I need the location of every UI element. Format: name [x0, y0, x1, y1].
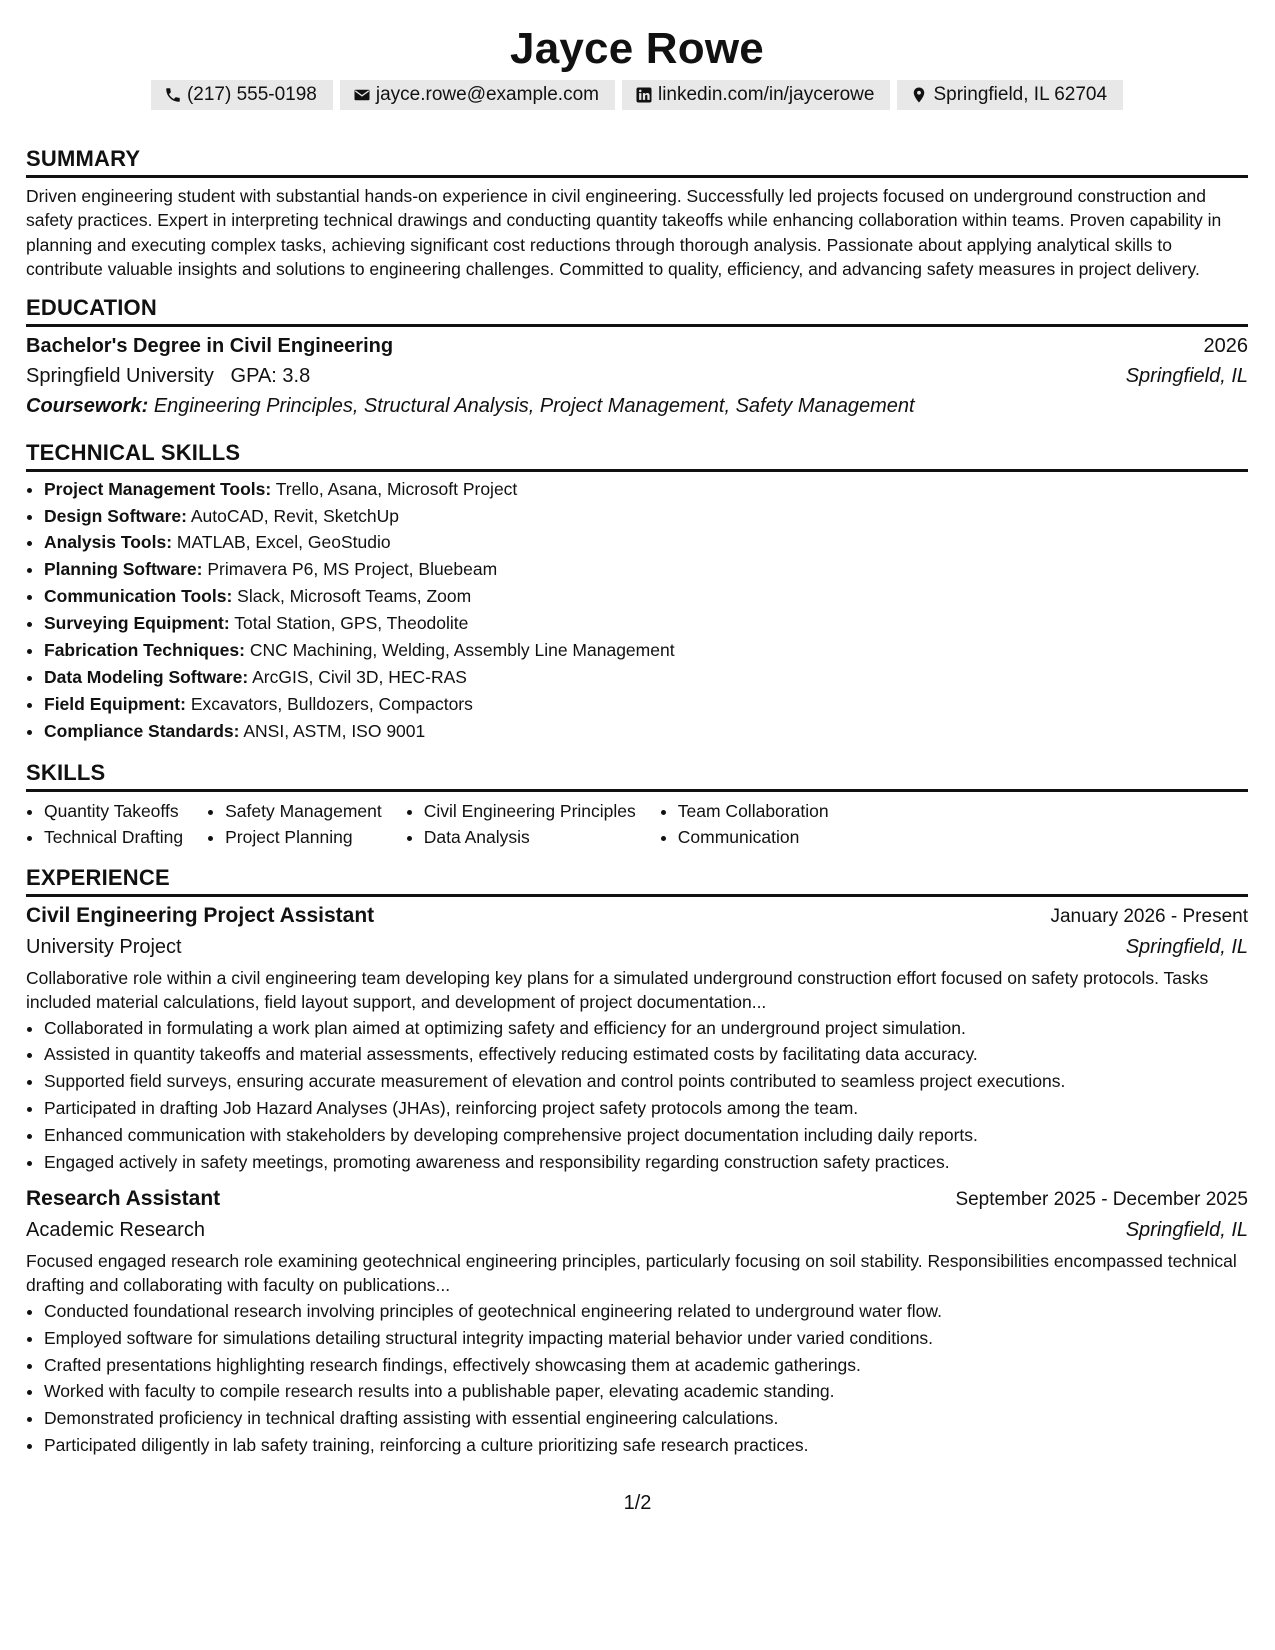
list-item: • Design Software: AutoCAD, Revit, SketchUp — [44, 503, 1248, 530]
list-item: • Compliance Standards: ANSI, ASTM, ISO 9001 — [44, 718, 1248, 745]
job-description: Collaborative role within a civil engineering team developing key plans for a simulated underground construction effort focused on safety protocols. Tasks included material calculations, field layout support, and development of project documentation... — [26, 967, 1209, 1013]
contact-email[interactable] — [340, 80, 615, 110]
list-item: • Project Planning — [225, 824, 382, 850]
map-pin-icon — [910, 86, 928, 104]
list-item: • Technical Drafting — [44, 824, 183, 850]
list-item: • Communication Tools: Slack, Microsoft Teams, Zoom — [44, 583, 1248, 610]
list-item: • Participated in drafting Job Hazard Analyses (JHAs), reinforcing project safety protocols among the team. — [44, 1095, 1248, 1122]
list-item: • Data Modeling Software: ArcGIS, Civil 3D, HEC-RAS — [44, 664, 1248, 691]
skills-column — [207, 798, 382, 850]
job-header-row — [26, 901, 1248, 932]
skills-column — [406, 798, 636, 850]
contact-location — [897, 80, 1123, 110]
education-header-row — [26, 331, 1248, 361]
job-bullets — [26, 1015, 1248, 1176]
education-gpa: GPA: 3.8 — [230, 364, 311, 387]
section-title-experience: EXPERIENCE — [26, 864, 1248, 897]
section-title-technical-skills: TECHNICAL SKILLS — [26, 439, 1248, 472]
list-item: • Collaborated in formulating a work plan aimed at optimizing safety and efficiency for an underground project simulation. — [44, 1015, 1248, 1042]
section-title-skills: SKILLS — [26, 759, 1248, 792]
education-school-line — [26, 361, 310, 391]
experience-entry — [26, 1184, 1248, 1459]
list-item: • Crafted presentations highlighting research findings, effectively showcasing them at academic gatherings. — [44, 1352, 1248, 1379]
summary-section — [26, 145, 1248, 282]
skills-section — [26, 759, 1248, 850]
education-school: Springfield University — [26, 364, 214, 387]
contact-phone — [151, 80, 333, 110]
list-item: • Field Equipment: Excavators, Bulldozers, Compactors — [44, 691, 1248, 718]
education-year: 2026 — [1203, 334, 1248, 357]
list-item: • Communication — [678, 824, 829, 850]
job-title: Civil Engineering Project Assistant — [26, 903, 375, 927]
job-location: Springfield, IL — [1125, 935, 1248, 958]
contact-linkedin[interactable] — [622, 80, 891, 110]
job-location: Springfield, IL — [1125, 1218, 1248, 1241]
linkedin-icon — [635, 86, 653, 104]
job-sub-row — [26, 932, 1248, 962]
job-description: Focused engaged research role examining geotechnical engineering principles, particularly focusing on soil stability. Responsibilities encompassed technical drafting and collaborating with faculty on publications... — [26, 1250, 1237, 1296]
list-item: • Safety Management — [225, 798, 382, 824]
list-item: • Civil Engineering Principles — [424, 798, 636, 824]
phone-text: (217) 555-0198 — [186, 84, 317, 105]
list-item: • Conducted foundational research involving principles of geotechnical engineering related to underground water flow. — [44, 1298, 1248, 1325]
email-text: jayce.rowe@example.com — [375, 84, 599, 105]
job-dates: September 2025 - December 2025 — [955, 1188, 1248, 1210]
list-item: • Team Collaboration — [678, 798, 829, 824]
technical-skills-list — [26, 476, 1248, 745]
resume-page — [26, 0, 1248, 1459]
list-item: • Supported field surveys, ensuring accurate measurement of elevation and control points contributed to seamless project executions. — [44, 1068, 1248, 1095]
technical-skills-section — [26, 439, 1248, 745]
job-dates: January 2026 - Present — [1050, 905, 1248, 927]
skills-columns — [26, 798, 1248, 850]
coursework-label: Coursework: — [26, 394, 149, 417]
job-header-row — [26, 1184, 1248, 1215]
list-item: • Engaged actively in safety meetings, promoting awareness and responsibility regarding construction safety practices. — [44, 1149, 1248, 1176]
skills-column — [660, 798, 829, 850]
list-item: • Data Analysis — [424, 824, 636, 850]
job-org: Academic Research — [26, 1218, 205, 1241]
skills-column — [26, 798, 183, 850]
resume-name: Jayce Rowe — [510, 24, 764, 73]
education-sub-row — [26, 361, 1248, 391]
job-bullets — [26, 1298, 1248, 1459]
job-title: Research Assistant — [26, 1186, 221, 1210]
list-item: • Enhanced communication with stakeholders by developing comprehensive project documentation including daily reports. — [44, 1122, 1248, 1149]
job-org: University Project — [26, 935, 182, 958]
page-number: 1/2 — [623, 1492, 652, 1514]
education-coursework — [26, 391, 1248, 421]
job-sub-row — [26, 1215, 1248, 1245]
section-title-summary: SUMMARY — [26, 145, 1248, 178]
linkedin-text: linkedin.com/in/jaycerowe — [657, 84, 875, 105]
list-item: • Surveying Equipment: Total Station, GPS, Theodolite — [44, 610, 1248, 637]
coursework-list: Engineering Principles, Structural Analysis, Project Management, Safety Management — [153, 394, 915, 417]
list-item: • Worked with faculty to compile research results into a publishable paper, elevating academic standing. — [44, 1378, 1248, 1405]
list-item: • Employed software for simulations detailing structural integrity impacting material behavior under varied conditions. — [44, 1325, 1248, 1352]
envelope-icon — [353, 86, 371, 104]
list-item: • Participated diligently in lab safety training, reinforcing a culture prioritizing safe research practices. — [44, 1432, 1248, 1459]
section-title-education: EDUCATION — [26, 294, 1248, 327]
phone-icon — [164, 86, 182, 104]
experience-section — [26, 864, 1248, 1460]
list-item: • Fabrication Techniques: CNC Machining, Welding, Assembly Line Management — [44, 637, 1248, 664]
list-item: • Analysis Tools: MATLAB, Excel, GeoStudio — [44, 529, 1248, 556]
list-item: • Planning Software: Primavera P6, MS Project, Bluebeam — [44, 556, 1248, 583]
list-item: • Project Management Tools: Trello, Asana, Microsoft Project — [44, 476, 1248, 503]
list-item: • Assisted in quantity takeoffs and material assessments, effectively reducing estimated costs by facilitating data accuracy. — [44, 1041, 1248, 1068]
education-section — [26, 294, 1248, 421]
location-text: Springfield, IL 62704 — [933, 84, 1108, 105]
list-item: • Demonstrated proficiency in technical drafting assisting with essential engineering calculations. — [44, 1405, 1248, 1432]
experience-entry — [26, 901, 1248, 1176]
education-degree: Bachelor's Degree in Civil Engineering — [26, 334, 394, 357]
education-location: Springfield, IL — [1125, 364, 1248, 387]
contact-bar — [26, 80, 1248, 110]
list-item: • Quantity Takeoffs — [44, 798, 183, 824]
summary-text: Driven engineering student with substantial hands-on experience in civil engineering. Successfully led projects focused on underground construction and safety practices. Expert in interpreting technical drawings and conducting quantity takeoffs while enhancing collaboration within teams. Proven capability in planning and executing complex tasks, achieving significant cost reductions through thorough analysis. Passionate about applying analytical skills to contribute valuable insights and solutions to engineering challenges. Committed to quality, efficiency, and advancing safety measures in project delivery. — [26, 186, 1222, 280]
